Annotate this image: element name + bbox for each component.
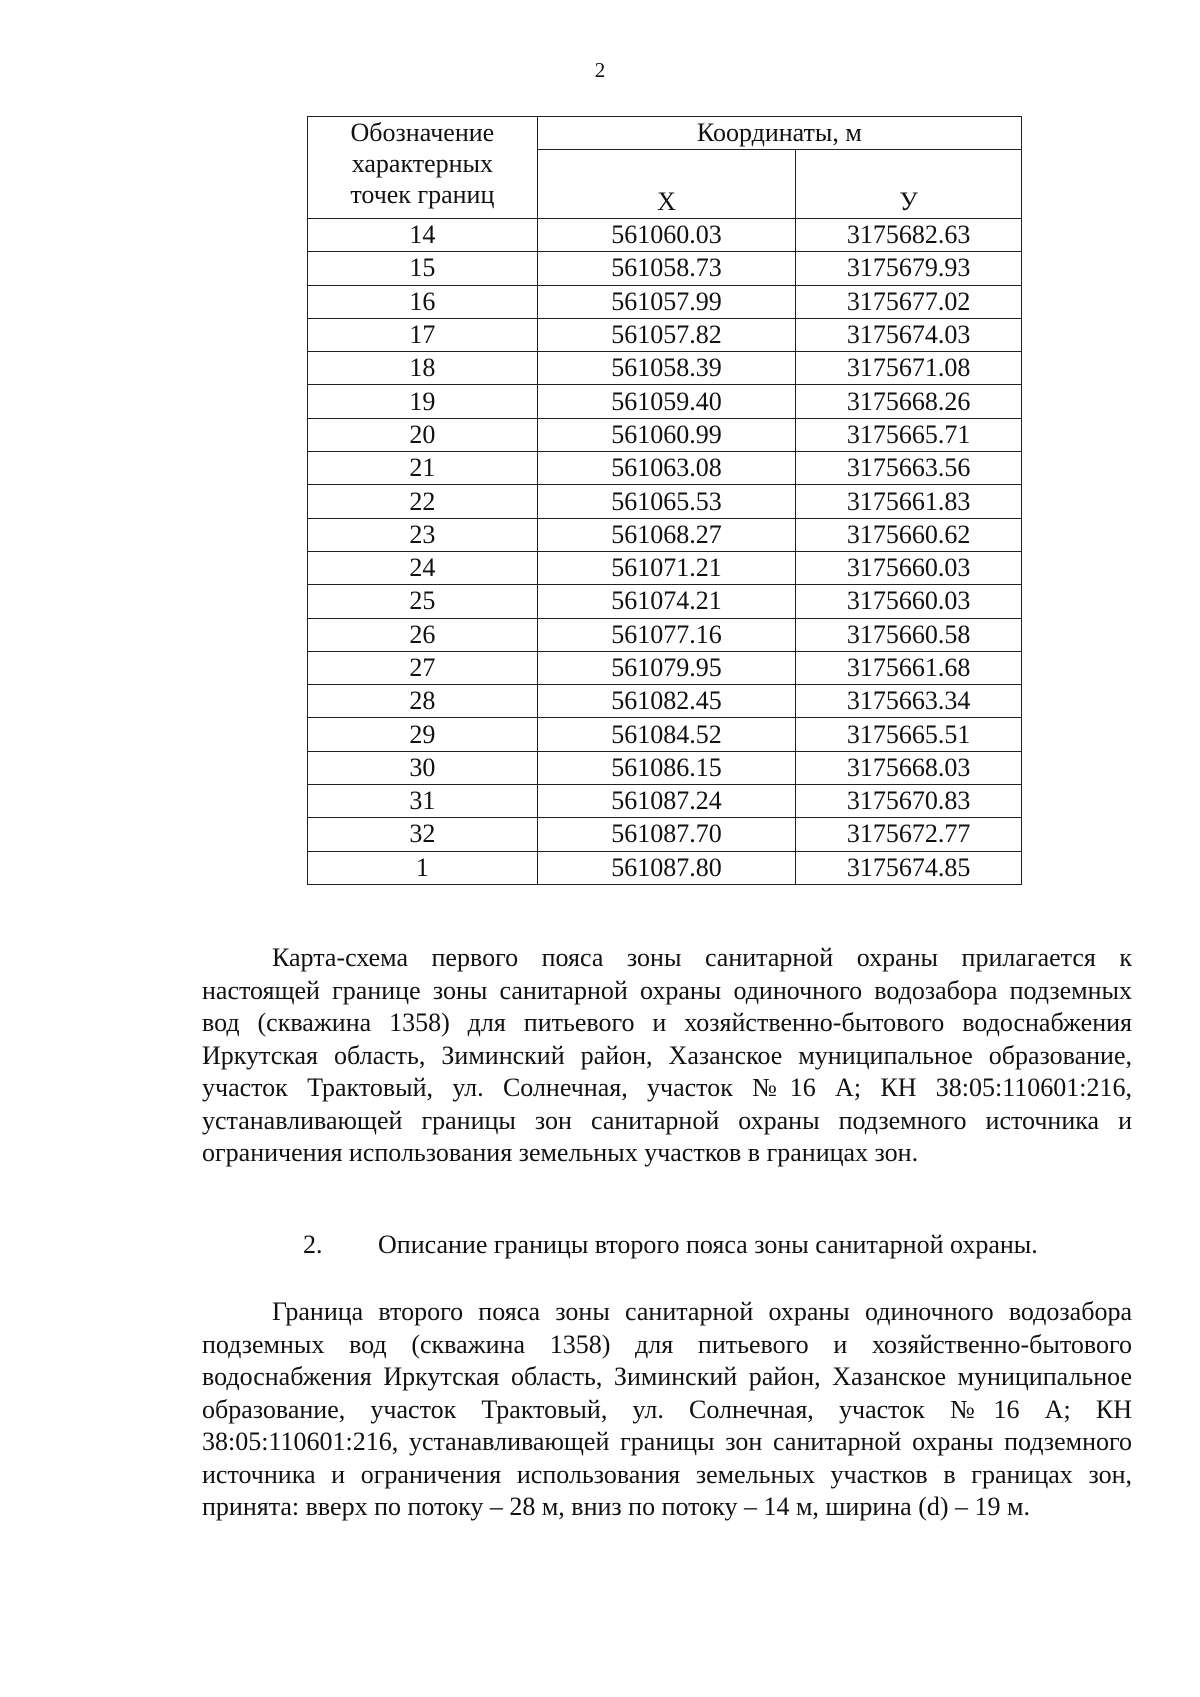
table-row	[308, 751, 1022, 784]
table-row	[308, 352, 1022, 385]
paragraph-second-zone	[202, 1296, 1132, 1524]
x-coordinate-cell: 561060.99	[537, 418, 796, 451]
x-coordinate-cell: 561084.52	[537, 718, 796, 751]
x-coordinate-cell: 561060.03	[537, 219, 796, 252]
x-coordinate-cell: 561057.99	[537, 285, 796, 318]
y-coordinate-cell: 3175677.02	[796, 285, 1022, 318]
x-coordinate-cell: 561087.70	[537, 818, 796, 851]
x-coordinate-cell: 561071.21	[537, 551, 796, 584]
y-coordinate-cell: 3175661.68	[796, 651, 1022, 684]
point-number-cell: 26	[308, 618, 538, 651]
point-number-cell: 27	[308, 651, 538, 684]
x-coordinate-cell: 561082.45	[537, 685, 796, 718]
point-number-cell: 23	[308, 518, 538, 551]
table-row	[308, 651, 1022, 684]
paragraph-map-scheme-text: Карта-схема первого пояса зоны санитарной охраны прилагается к настоящей границе зоны санитарной охраны одиночного водозабора подземных вод (скважина 1358) для питьевого и хозяйственно-бытового водоснабжения Иркутская область, Зиминский район, Хазанское муниципальное образование, участок Трактовый, ул. Солнечная, участок №16 А; КН 38:05:110601:216, устанавливающей границы зон санитарной охраны подземного источника и ограничения использования земельных участков в границах зон.	[202, 943, 1132, 1167]
point-number-cell: 21	[308, 452, 538, 485]
table-row	[308, 551, 1022, 584]
table-row	[308, 818, 1022, 851]
table-row	[308, 452, 1022, 485]
point-number-cell: 30	[308, 751, 538, 784]
y-coordinate-cell: 3175668.26	[796, 385, 1022, 418]
x-coordinate-cell: 561077.16	[537, 618, 796, 651]
point-number-cell: 22	[308, 485, 538, 518]
y-coordinate-cell: 3175660.62	[796, 518, 1022, 551]
x-coordinate-cell: 561065.53	[537, 485, 796, 518]
header-y: У	[796, 150, 1022, 219]
table-row	[308, 585, 1022, 618]
x-coordinate-cell: 561086.15	[537, 751, 796, 784]
table-row	[308, 318, 1022, 351]
x-coordinate-cell: 561068.27	[537, 518, 796, 551]
point-number-cell: 29	[308, 718, 538, 751]
y-coordinate-cell: 3175665.71	[796, 418, 1022, 451]
y-coordinate-cell: 3175668.03	[796, 751, 1022, 784]
header-point-designation	[308, 117, 538, 219]
x-coordinate-cell: 561087.24	[537, 785, 796, 818]
y-coordinate-cell: 3175682.63	[796, 219, 1022, 252]
y-coordinate-cell: 3175674.85	[796, 851, 1022, 884]
table-row	[308, 418, 1022, 451]
point-number-cell: 24	[308, 551, 538, 584]
section-title: Описание границы второго пояса зоны санитарной охраны.	[378, 1230, 1038, 1259]
header-x: Х	[537, 150, 796, 219]
y-coordinate-cell: 3175661.83	[796, 485, 1022, 518]
point-number-cell: 28	[308, 685, 538, 718]
header-label-line: Обозначение	[350, 118, 495, 147]
header-coordinates: Координаты, м	[537, 117, 1021, 150]
x-coordinate-cell: 561063.08	[537, 452, 796, 485]
table-row	[308, 518, 1022, 551]
point-number-cell: 32	[308, 818, 538, 851]
y-coordinate-cell: 3175663.34	[796, 685, 1022, 718]
section-number: 2.	[303, 1230, 323, 1259]
table-row	[308, 219, 1022, 252]
y-coordinate-cell: 3175670.83	[796, 785, 1022, 818]
y-coordinate-cell: 3175679.93	[796, 252, 1022, 285]
point-number-cell: 17	[308, 318, 538, 351]
table-row	[308, 485, 1022, 518]
table-row	[308, 785, 1022, 818]
x-coordinate-cell: 561058.73	[537, 252, 796, 285]
table-row	[308, 385, 1022, 418]
point-number-cell: 18	[308, 352, 538, 385]
x-coordinate-cell: 561087.80	[537, 851, 796, 884]
y-coordinate-cell: 3175671.08	[796, 352, 1022, 385]
table-row	[308, 685, 1022, 718]
page-number: 2	[594, 58, 606, 82]
header-label-line: точек границ	[350, 180, 495, 209]
point-number-cell: 31	[308, 785, 538, 818]
point-number-cell: 1	[308, 851, 538, 884]
point-number-cell: 14	[308, 219, 538, 252]
point-number-cell: 25	[308, 585, 538, 618]
point-number-cell: 19	[308, 385, 538, 418]
y-coordinate-cell: 3175660.58	[796, 618, 1022, 651]
y-coordinate-cell: 3175660.03	[796, 551, 1022, 584]
point-number-cell: 16	[308, 285, 538, 318]
y-coordinate-cell: 3175663.56	[796, 452, 1022, 485]
x-coordinate-cell: 561059.40	[537, 385, 796, 418]
table-row	[308, 618, 1022, 651]
y-coordinate-cell: 3175674.03	[796, 318, 1022, 351]
table-row	[308, 851, 1022, 884]
table-body	[308, 219, 1022, 885]
y-coordinate-cell: 3175660.03	[796, 585, 1022, 618]
point-number-cell: 20	[308, 418, 538, 451]
section-heading	[303, 1229, 1038, 1261]
y-coordinate-cell: 3175665.51	[796, 718, 1022, 751]
paragraph-map-scheme	[202, 942, 1132, 1170]
point-number-cell: 15	[308, 252, 538, 285]
x-coordinate-cell: 561057.82	[537, 318, 796, 351]
table-row	[308, 718, 1022, 751]
x-coordinate-cell: 561074.21	[537, 585, 796, 618]
header-label-line: характерных	[351, 149, 494, 178]
x-coordinate-cell: 561058.39	[537, 352, 796, 385]
paragraph-second-zone-text: Граница второго пояса зоны санитарной охраны одиночного водозабора подземных вод (скважина 1358) для питьевого и хозяйственно-бытового водоснабжения Иркутская область, Зиминский район, Хазанское муниципальное образование, участок Трактовый, ул. Солнечная, участок №16 А; КН 38:05:110601:216, устанавливающей границы зон санитарной охраны подземного источника и ограничения использования земельных участков в границах зон, принята: вверх по потоку – 28 м, вниз по потоку – 14 м, ширина (d) – 19 м.	[202, 1297, 1132, 1521]
y-coordinate-cell: 3175672.77	[796, 818, 1022, 851]
coordinates-table	[307, 116, 1022, 885]
x-coordinate-cell: 561079.95	[537, 651, 796, 684]
table-row	[308, 252, 1022, 285]
table-row	[308, 285, 1022, 318]
